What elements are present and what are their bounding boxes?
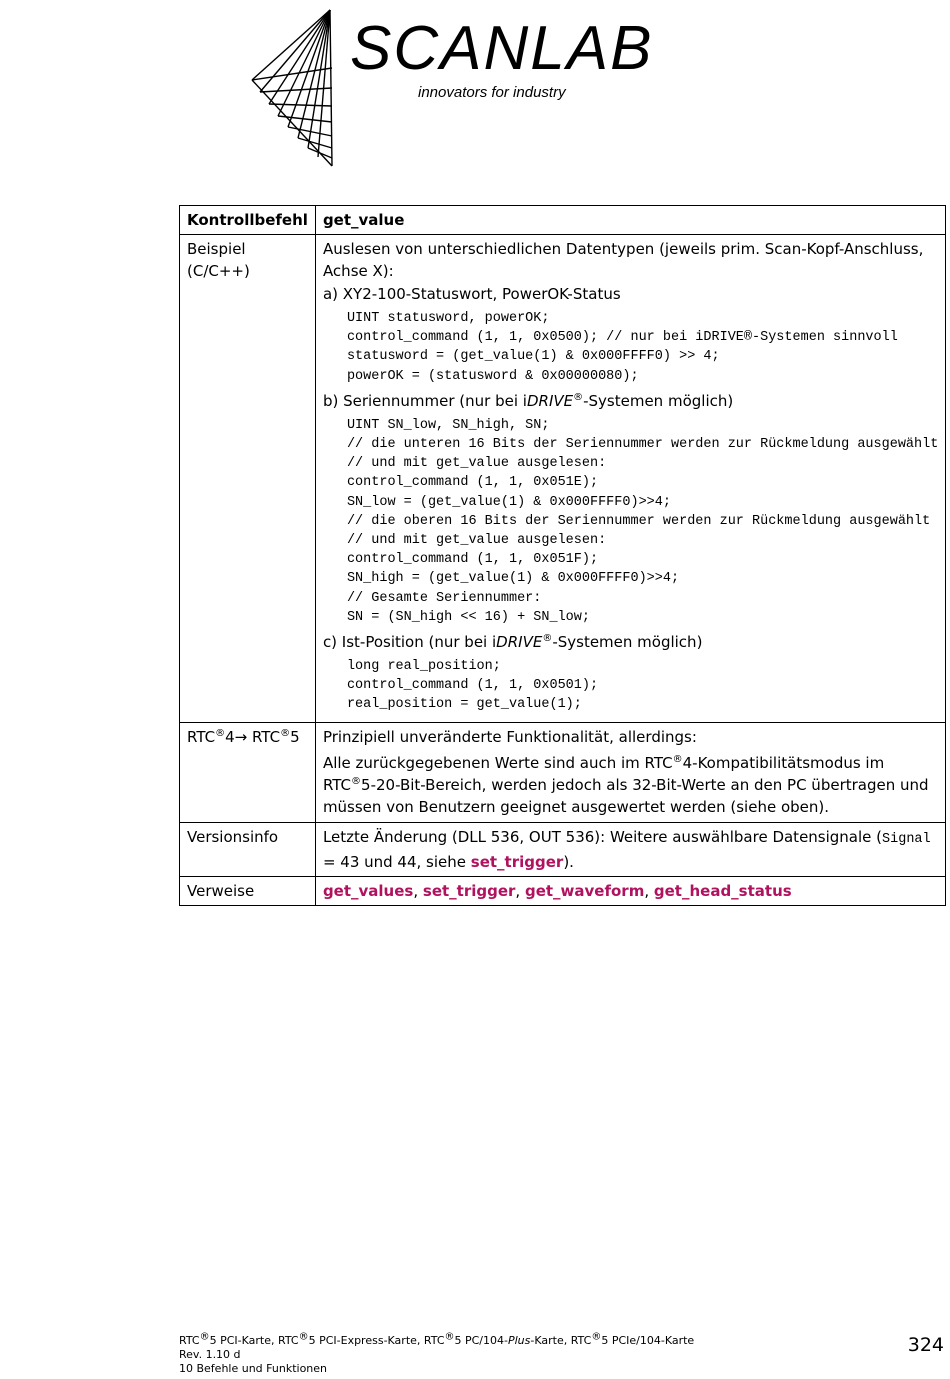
c-italic: DRIVE [496, 633, 543, 652]
version-key: Versionsinfo [180, 822, 316, 876]
link-set-trigger-ref[interactable]: set_trigger [422, 881, 516, 900]
f1-9: ® [591, 1331, 602, 1343]
references-row [180, 876, 946, 905]
footer-chapter: 10 Befehle und Funktionen [179, 1362, 328, 1375]
version-row [180, 822, 946, 876]
logo-wordmark: SCANLAB [350, 14, 654, 83]
rtc-content [315, 722, 945, 822]
link-get-waveform[interactable]: get_waveform [524, 881, 645, 900]
version-text-b: = 43 und 44, siehe [322, 852, 471, 871]
example-row [180, 235, 946, 723]
link-get-head-status[interactable]: get_head_status [653, 881, 792, 900]
b-prefix: b) Seriennummer (nur bei i [322, 391, 527, 410]
rtc-compat-row [180, 722, 946, 822]
example-content [315, 235, 945, 723]
c-prefix: c) Ist-Position (nur bei i [322, 633, 497, 652]
f1-7: Plus [507, 1334, 531, 1347]
rtc-line2-a: Alle zurückgegebenen Werte sind auch im RTC [322, 753, 673, 772]
f1-3: ® [298, 1331, 309, 1343]
ref-sep: , [413, 881, 423, 900]
f1-6: 5 PC/104- [454, 1334, 508, 1347]
header-row [180, 206, 946, 235]
rtc-line2-sup1: ® [672, 753, 683, 765]
link-set-trigger[interactable]: set_trigger [470, 852, 564, 871]
version-text-a: Letzte Änderung (DLL 536, OUT 536): Weitere auswählbare Datensignale ( [322, 827, 883, 846]
rtc-key-sup1: ® [215, 727, 226, 739]
rtc-key-a: RTC [187, 727, 216, 746]
rtc-line2-sup2: ® [351, 775, 362, 787]
b-italic: DRIVE [526, 391, 574, 410]
logo-tagline: innovators for industry [418, 84, 566, 101]
f1-10: 5 PCIe/104-Karte [601, 1334, 695, 1347]
rtc-line2-b: 4-Kompatibilitätsmodus im RTC [322, 753, 885, 794]
scanlab-logo [250, 8, 710, 170]
version-signal-code: Signal [882, 831, 931, 847]
references-content [315, 876, 945, 905]
c-suffix: -Systemen möglich) [552, 633, 703, 652]
code-block-c: long real_position; control_command (1, 1, 0x0501); real_position = get_value(1); [346, 659, 599, 713]
c-sup: ® [542, 633, 553, 645]
ref-sep: , [515, 881, 525, 900]
header-key: Kontrollbefehl [180, 206, 316, 235]
link-get-values[interactable]: get_values [322, 881, 414, 900]
footer-line1 [179, 1331, 944, 1348]
f1-8: -Karte, RTC [530, 1334, 592, 1347]
ref-sep: , [644, 881, 654, 900]
f1-2: 5 PCI-Karte, RTC [209, 1334, 299, 1347]
f1-5: ® [444, 1331, 455, 1343]
version-content [315, 822, 945, 876]
f1-0: RTC [179, 1334, 200, 1347]
rtc-key-c: 5 [290, 727, 300, 746]
footer-revision: Rev. 1.10 d [179, 1348, 241, 1361]
b-sup: ® [573, 391, 584, 403]
example-b-title [323, 390, 938, 412]
rtc-key [180, 722, 316, 822]
rtc-line1: Prinzipiell unveränderte Funktionalität, allerdings: [322, 727, 697, 746]
command-table [179, 205, 946, 906]
b-suffix: -Systemen möglich) [583, 391, 734, 410]
f1-1: ® [199, 1331, 210, 1343]
rtc-line2-c: 5-20-Bit-Bereich, werden jedoch als 32-Bit-Werte an den PC übertragen und müssen von Benutzern geeignet ausgewertet werden (siehe oben). [322, 775, 929, 816]
references-key: Verweise [180, 876, 316, 905]
example-intro: Auslesen von unterschiedlichen Datentypen (jeweils prim. Scan-Kopf-Anschluss, Achse X): [322, 240, 924, 280]
example-c-title [323, 631, 938, 653]
f1-4: 5 PCI-Express-Karte, RTC [308, 1334, 445, 1347]
page-number: 324 [907, 1334, 944, 1356]
code-block-b: UINT SN_low, SN_high, SN; // die unteren 16 Bits der Seriennummer werden zur Rückmeldung ausgewählt // und mit get_value ausgelesen: control_command (1, 1, 0x051E); SN_low = (get_value(1) & 0x000FFFF0)>>4; // die oberen 16 Bits der Seriennummer werden zur Rückmeldung ausgewählt // und mit get_value ausgelesen: control_command (1, 1, 0x051F); SN_high = (get_value(1) & 0x000FFFF0)>>4; // Gesamte Seriennummer: SN = (SN_high << 16) + SN_low; [346, 417, 939, 625]
version-text-c: ). [563, 852, 574, 871]
rtc-line2 [323, 752, 938, 818]
example-key: Beispiel (C/C++) [180, 235, 316, 723]
code-block-a: UINT statusword, powerOK; control_command (1, 1, 0x0500); // nur bei iDRIVE®-Systemen sinnvoll statusword = (get_value(1) & 0x000FFFF0) >> 4; powerOK = (statusword & 0x00000080); [346, 311, 898, 384]
rtc-key-b: 4→ RTC [225, 727, 281, 746]
rtc-key-sup2: ® [280, 727, 291, 739]
header-command: get_value [315, 206, 945, 235]
page-footer [179, 1331, 944, 1376]
example-a-title: a) XY2-100-Statuswort, PowerOK-Status [322, 285, 621, 303]
